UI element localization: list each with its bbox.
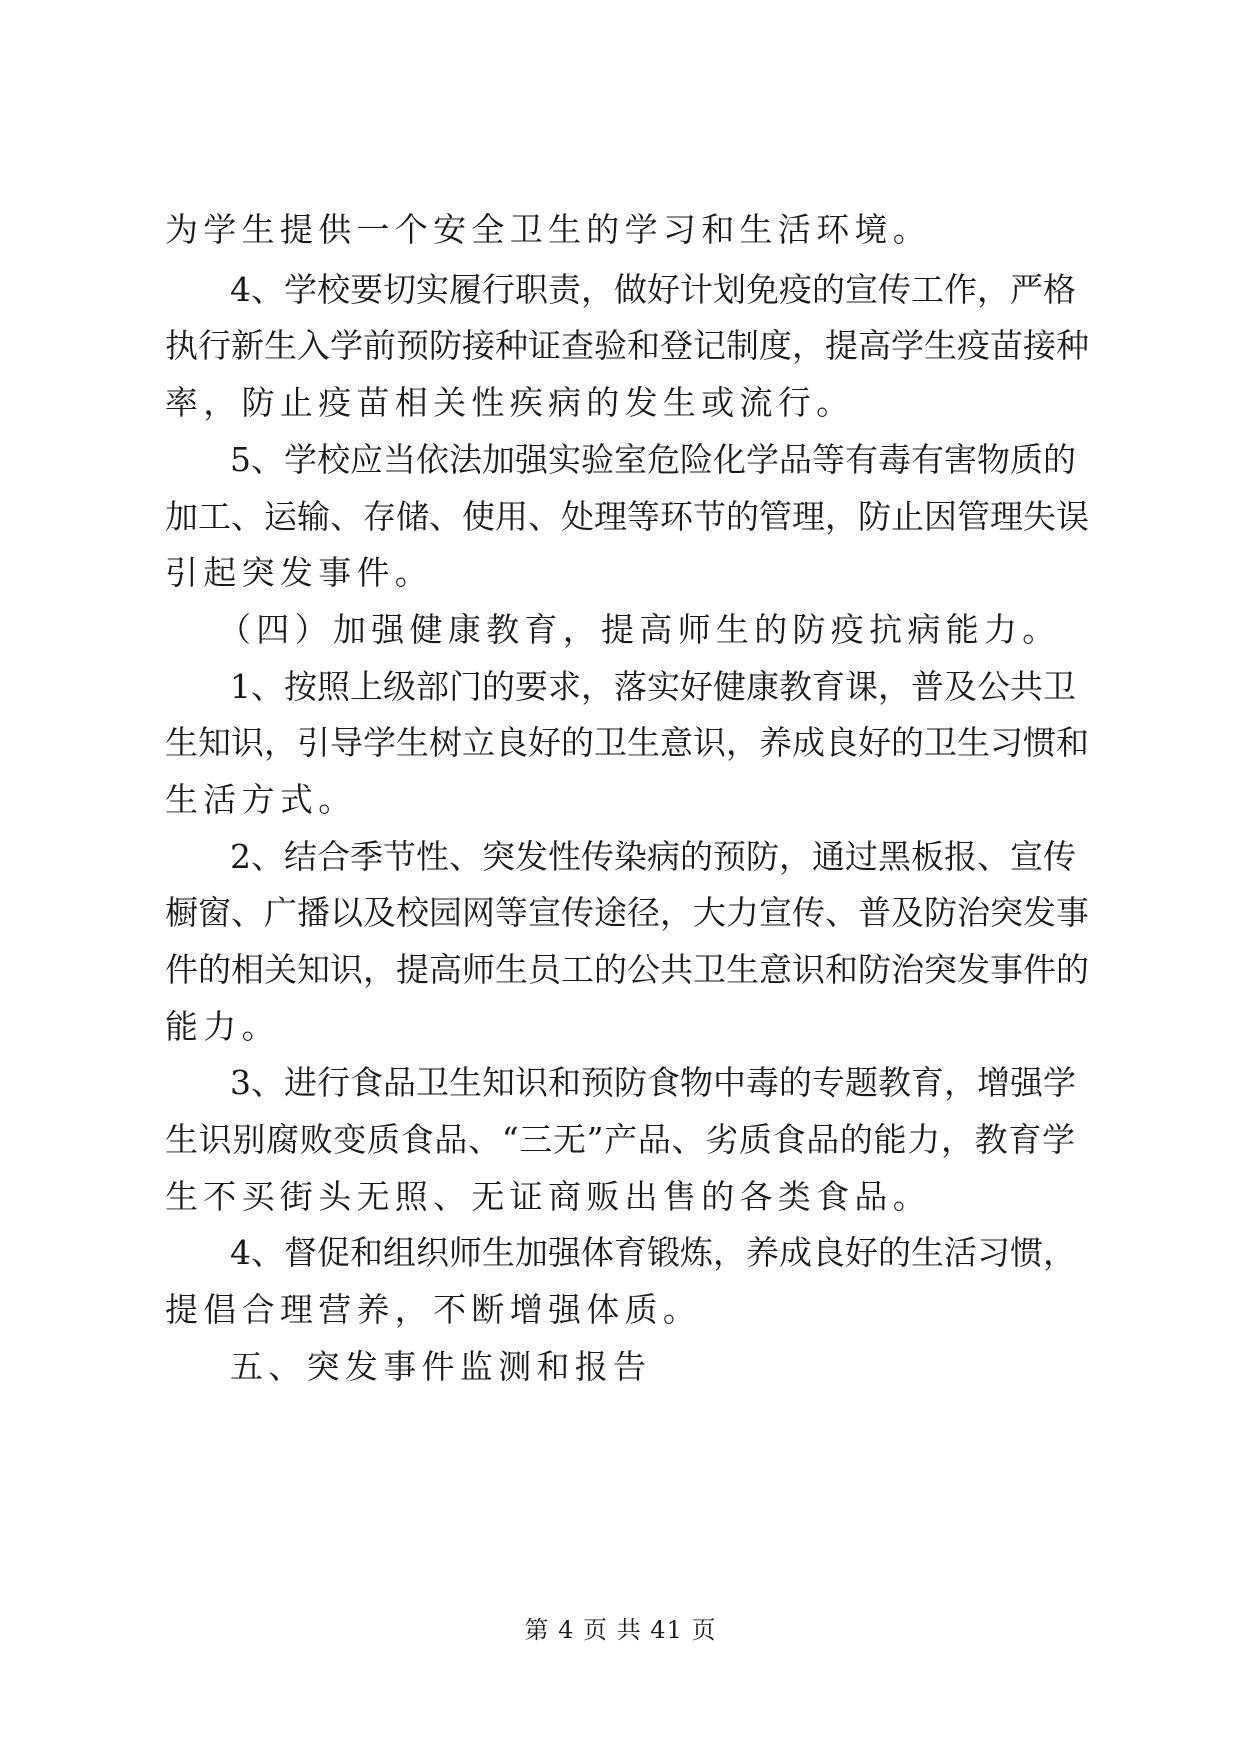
text-line-5: 5、学校应当依法加强实验室危险化学品等有毒有害物质的 <box>230 440 1076 479</box>
text-line-13: 橱窗、广播以及校园网等宣传途径，大力宣传、普及防治突发事 <box>165 893 1089 932</box>
text-line-4: 率，防止疫苗相关性疾病的发生或流行。 <box>165 383 855 422</box>
text-line-18: 生不买街头无照、无证商贩出售的各类食品。 <box>165 1177 931 1216</box>
text-line-20: 提倡合理营养，不断增强体质。 <box>165 1290 702 1329</box>
text-line-14: 件的相关知识，提高师生员工的公共卫生意识和防治突发事件的 <box>165 950 1089 989</box>
text-line-16: 3、进行食品卫生知识和预防食物中毒的专题教育，增强学 <box>230 1063 1076 1102</box>
section-heading-4: （四）加强健康教育，提高师生的防疫抗病能力。 <box>218 610 1061 649</box>
text-line-15: 能力。 <box>165 1007 280 1046</box>
text-line-12: 2、结合季节性、突发性传染病的预防，通过黑板报、宣传 <box>230 837 1076 876</box>
text-line-17: 生识别腐败变质食品、“三无”产品、劣质食品的能力，教育学 <box>165 1120 1075 1159</box>
section-heading-5: 五、突发事件监测和报告 <box>230 1347 652 1386</box>
text-line-9: 1、按照上级部门的要求，落实好健康教育课，普及公共卫 <box>230 667 1076 706</box>
page-number-footer: 第 4 页 共 41 页 <box>524 1616 717 1644</box>
text-line-1: 为学生提供一个安全卫生的学习和生活环境。 <box>165 210 931 249</box>
text-line-2: 4、学校要切实履行职责，做好计划免疫的宣传工作，严格 <box>230 270 1076 309</box>
text-line-3: 执行新生入学前预防接种证查验和登记制度，提高学生疫苗接种 <box>165 326 1089 365</box>
text-line-10: 生知识，引导学生树立良好的卫生意识，养成良好的卫生习惯和 <box>165 723 1089 762</box>
text-line-11: 生活方式。 <box>165 780 357 819</box>
text-line-6: 加工、运输、存储、使用、处理等环节的管理，防止因管理失误 <box>165 497 1089 536</box>
text-line-7: 引起突发事件。 <box>165 553 434 592</box>
text-line-19: 4、督促和组织师生加强体育锻炼，养成良好的生活习惯， <box>230 1233 1076 1272</box>
